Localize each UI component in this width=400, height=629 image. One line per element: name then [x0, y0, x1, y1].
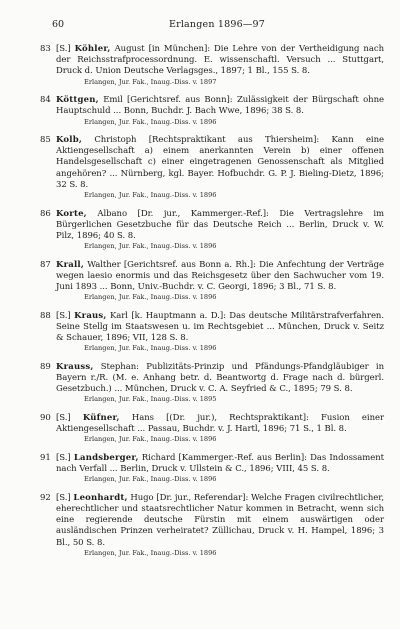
entry-number: 87	[40, 259, 51, 270]
bibliography-entry	[40, 44, 385, 87]
entry-list	[40, 44, 385, 566]
entry-description: August [in München]: Die Lehre von der Vertheidigung nach der Reichsstrafprocessordnung. E. wissenschaftl. Versuch ... Stuttgart, Druck d. Union Deutsche Verlagsges., 1897; 1 Bl., 155 S. 8.	[56, 44, 385, 77]
entry-text	[56, 95, 384, 117]
entry-number: 83	[40, 44, 51, 54]
author-name: Leonhardt,	[73, 492, 128, 503]
entry-description: Karl [k. Hauptmann a. D.]: Das deutsche Militärstrafverfahren. Seine Stellg im Staatswesen u. im Rechtsgebiet ... München, Druck v. Seitz & Schauer, 1896; VII, 128 S. 8.	[56, 310, 384, 344]
entry-number: 86	[40, 208, 51, 219]
entry-text	[56, 260, 384, 294]
author-name: Küfner,	[82, 412, 120, 423]
dissertation-note: Erlangen, Jur. Fak., Inaug.-Diss. v. 1896	[84, 475, 217, 484]
running-header	[52, 18, 382, 32]
author-name: Krall,	[56, 259, 84, 270]
bibliography-entry	[40, 412, 384, 445]
entry-text	[56, 493, 384, 549]
entry-text	[56, 44, 384, 78]
entry-number: 89	[40, 361, 51, 372]
dissertation-note: Erlangen, Jur. Fak., Inaug.-Diss. v. 1896	[84, 117, 217, 126]
entry-description: Emil [Gerichtsref. aus Bonn]: Zulässigkeit der Bürgschaft ohne Hauptschuld ... Bonn, Buchdr. J. Bach Wwe, 1896; 38 S. 8.	[56, 95, 384, 117]
page-number: 60	[52, 19, 65, 30]
dissertation-note: Erlangen, Jur. Fak., Inaug.-Diss. v. 1896	[84, 435, 217, 444]
entry-text	[56, 362, 384, 396]
bibliography-entry	[40, 208, 384, 252]
entry-description: Albano [Dr. jur., Kammerger.-Ref.]: Die Vertragslehre im Bürgerlichen Gesetzbuche für das Deutsche Reich ... Berlin, Druck v. W. Pilz, 1896; 40 S. 8.	[56, 208, 384, 241]
sigle-mark: [S.]	[56, 492, 71, 503]
author-name: Korte,	[56, 208, 87, 219]
dissertation-note: Erlangen, Jur. Fak., Inaug.-Diss. v. 1895	[84, 395, 217, 404]
sigle-mark: [S.]	[56, 310, 71, 321]
running-title: Erlangen 1896—97	[168, 19, 266, 30]
author-name: Köttgen,	[56, 95, 99, 106]
entry-text	[56, 135, 384, 191]
entry-description: Richard [Kammerger.-Ref. aus Berlin]: Das Indossament nach Verfall ... Berlin, Druck v. Ullstein & C., 1896; VIII, 45 S. 8.	[56, 452, 384, 475]
bibliography-entry	[40, 361, 384, 405]
dissertation-note: Erlangen, Jur. Fak., Inaug.-Diss. v. 1897	[84, 77, 217, 86]
bibliography-entry	[40, 452, 384, 485]
author-name: Kraus,	[74, 310, 107, 321]
entry-number: 85	[40, 135, 51, 146]
sigle-mark: [S.]	[56, 452, 71, 463]
entry-text	[56, 453, 384, 475]
author-name: Landsberger,	[73, 452, 139, 463]
entry-number: 91	[40, 452, 51, 463]
entry-description: Stephan: Publizitäts-Prinzip und Pfändungs-Pfandgläubiger in Bayern r./R. (M. e. Anhang betr. d. Beantwortg d. Frage nach d. bürgerl. Gesetzbuch.) ... München, Druck v. C. A. Seyfried & C., 1895; 79 S. 8.	[56, 361, 384, 395]
entry-number: 84	[40, 95, 51, 106]
entry-text	[56, 311, 384, 345]
entry-text	[56, 413, 384, 435]
dissertation-note: Erlangen, Jur. Fak., Inaug.-Diss. v. 1896	[84, 548, 217, 557]
bibliography-entry	[40, 310, 384, 354]
entry-number: 92	[40, 492, 51, 503]
sigle-mark: [S.]	[56, 44, 71, 54]
dissertation-note: Erlangen, Jur. Fak., Inaug.-Diss. v. 1896	[84, 242, 217, 251]
entry-number: 88	[40, 310, 51, 321]
entry-description: Hugo [Dr. jur., Referendar]: Welche Fragen civilrechtlicher, eherechtlicher und staatsrechtlicher Natur kommen in Betracht, wenn sich eine regierende deutsche Fürstin mit einem auswärtigen oder ausländischen Prinzen verheiratet? Züllichau, Druck v. H. Hampel, 1896; 3 Bl., 50 S. 8.	[56, 492, 385, 548]
bibliography-entry	[40, 259, 384, 303]
author-name: Köhler,	[74, 44, 111, 54]
entry-text	[56, 209, 384, 243]
dissertation-note: Erlangen, Jur. Fak., Inaug.-Diss. v. 1896	[84, 344, 217, 353]
entry-description: Christoph [Rechtspraktikant aus Thiersheim]: Kann eine Aktiengesellschaft a) einem anerkannten Verein b) einer offenen Handelsgesellschaft c) einer eingetragenen Genossenschaft als Mitglied angehören? ... Nürnberg, kgl. Bayer. Hofbuchdr. G. P. J. Bieling-Dietz, 1896; 32 S. 8.	[56, 135, 384, 190]
author-name: Kolb,	[56, 135, 83, 146]
dissertation-note: Erlangen, Jur. Fak., Inaug.-Diss. v. 1896	[84, 293, 217, 302]
entry-description: Walther [Gerichtsref. aus Bonn a. Rh.]: Die Anfechtung der Verträge wegen laesio enormis und das Reichsgesetz über den Sachwucher vom 19. Juni 1893 ... Bonn, Univ.-Buchdr. v. C. Georgi, 1896; 3 Bl., 71 S. 8.	[56, 259, 384, 293]
bibliography-entry	[40, 135, 384, 201]
bibliography-entry	[40, 95, 384, 127]
dissertation-note: Erlangen, Jur. Fak., Inaug.-Diss. v. 1896	[84, 191, 217, 200]
entry-description: Hans [(Dr. jur.), Rechtspraktikant]: Fusion einer Aktiengesellschaft ... Passau, Buchdr. v. J. Hartl, 1896; 71 S., 1 Bl. 8.	[56, 412, 384, 435]
bibliography-entry	[40, 492, 385, 559]
author-name: Krauss,	[56, 361, 94, 372]
sigle-mark: [S.]	[56, 412, 71, 423]
entry-number: 90	[40, 412, 51, 423]
